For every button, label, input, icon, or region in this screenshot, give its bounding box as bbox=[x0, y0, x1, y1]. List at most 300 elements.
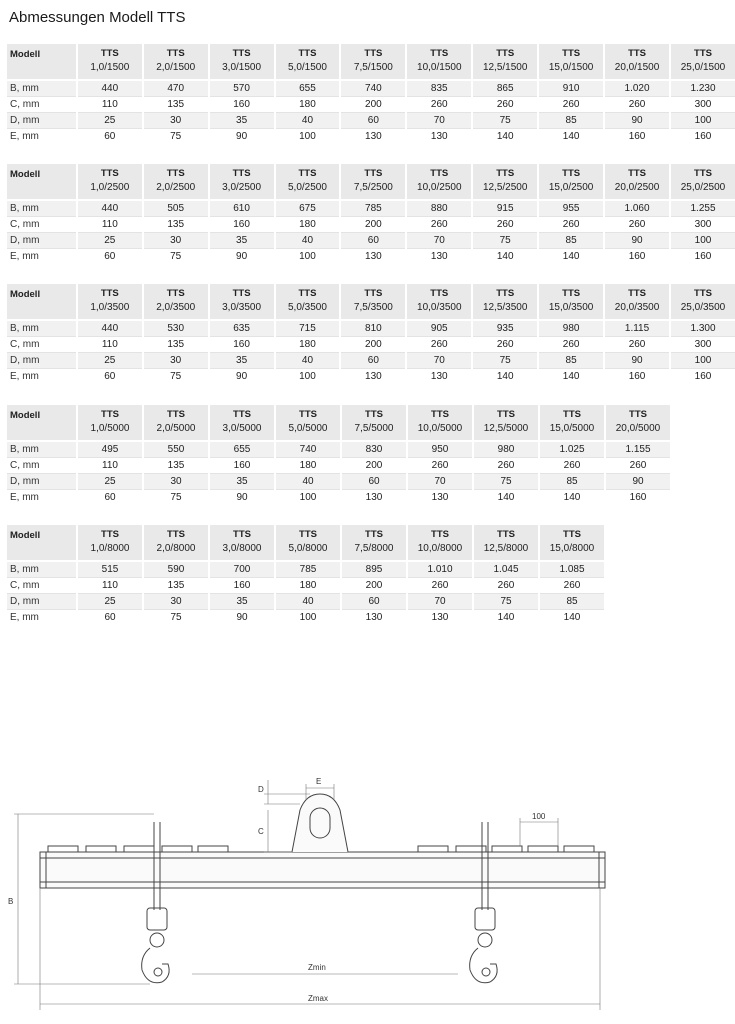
series-name: TTS bbox=[166, 288, 185, 299]
table-cell: 160 bbox=[604, 129, 670, 145]
table-cell: 100 bbox=[670, 353, 735, 369]
row-label: C, mm bbox=[7, 337, 77, 353]
table-cell: 140 bbox=[539, 490, 605, 506]
table-cell: 60 bbox=[77, 249, 143, 265]
right-hook-block bbox=[475, 908, 495, 930]
series-name: TTS bbox=[497, 409, 515, 420]
table-cell: 60 bbox=[77, 369, 143, 385]
table-row bbox=[7, 97, 735, 113]
table-cell: 40 bbox=[275, 353, 341, 369]
table-cell: 85 bbox=[538, 353, 604, 369]
row-label: C, mm bbox=[7, 578, 77, 594]
model-column-header bbox=[143, 284, 209, 320]
model-column-header bbox=[209, 164, 275, 200]
page-title: Abmessungen Modell TTS bbox=[9, 9, 186, 26]
model-code: 1,0/2500 bbox=[90, 182, 130, 193]
table-cell: 550 bbox=[143, 441, 209, 458]
table-row bbox=[7, 113, 735, 129]
table-cell: 180 bbox=[275, 337, 341, 353]
model-code: 5,0/8000 bbox=[288, 543, 328, 554]
series-name: TTS bbox=[562, 48, 581, 59]
model-column-header bbox=[143, 44, 209, 80]
table-cell: 160 bbox=[670, 129, 735, 145]
table-cell: 60 bbox=[340, 353, 406, 369]
table-cell: 495 bbox=[77, 441, 143, 458]
beam-slot bbox=[86, 846, 116, 852]
table-row bbox=[7, 353, 735, 369]
model-column-header bbox=[406, 284, 472, 320]
table-cell: 75 bbox=[472, 113, 538, 129]
series-name: TTS bbox=[167, 409, 185, 420]
table-cell: 440 bbox=[77, 80, 143, 97]
table-cell: 200 bbox=[340, 217, 406, 233]
table-cell: 905 bbox=[406, 320, 472, 337]
series-name: TTS bbox=[100, 48, 119, 59]
table-cell: 260 bbox=[604, 217, 670, 233]
model-column-header bbox=[341, 525, 407, 561]
table-cell: 180 bbox=[275, 458, 341, 474]
model-code: 10,0/3500 bbox=[417, 302, 462, 313]
table-cell: 130 bbox=[406, 249, 472, 265]
table-cell: 70 bbox=[407, 594, 473, 610]
table-cell: 25 bbox=[77, 113, 143, 129]
table-cell: 260 bbox=[605, 458, 670, 474]
dimension-table bbox=[7, 405, 670, 505]
table-cell: 90 bbox=[604, 353, 670, 369]
table-cell: 135 bbox=[143, 578, 209, 594]
model-column-header bbox=[209, 44, 275, 80]
model-code: 7,5/2500 bbox=[353, 182, 393, 193]
model-code: 12,5/1500 bbox=[482, 62, 528, 73]
beam-slot bbox=[198, 846, 228, 852]
beam-slot bbox=[528, 846, 558, 852]
table-cell: 60 bbox=[77, 610, 143, 626]
series-name: TTS bbox=[167, 529, 185, 540]
model-code: 20,0/3500 bbox=[614, 302, 660, 313]
model-column-header bbox=[538, 284, 604, 320]
model-code: 25,0/2500 bbox=[680, 182, 726, 193]
table-cell: 980 bbox=[538, 320, 604, 337]
table-cell: 100 bbox=[275, 249, 341, 265]
model-code: 12,5/5000 bbox=[483, 423, 529, 434]
table-cell: 260 bbox=[472, 337, 538, 353]
model-column-header bbox=[340, 284, 406, 320]
series-name: TTS bbox=[628, 168, 647, 179]
table-cell: 60 bbox=[340, 113, 406, 129]
table-row bbox=[7, 610, 604, 626]
table-cell: 25 bbox=[77, 233, 143, 249]
model-column-header bbox=[77, 164, 143, 200]
table-cell: 140 bbox=[538, 369, 604, 385]
table-cell: 130 bbox=[341, 490, 407, 506]
row-label: B, mm bbox=[7, 561, 77, 578]
table-cell: 75 bbox=[143, 249, 209, 265]
table-cell: 70 bbox=[406, 353, 472, 369]
series-name: TTS bbox=[562, 288, 581, 299]
table-cell: 75 bbox=[143, 490, 209, 506]
table-cell: 655 bbox=[275, 80, 341, 97]
table-cell: 895 bbox=[341, 561, 407, 578]
table-cell: 260 bbox=[539, 458, 605, 474]
model-column-header bbox=[604, 284, 670, 320]
series-name: TTS bbox=[233, 409, 251, 420]
series-name: TTS bbox=[298, 168, 317, 179]
model-column-header bbox=[275, 525, 341, 561]
model-code: 5,0/5000 bbox=[288, 423, 328, 434]
table-cell: 880 bbox=[406, 200, 472, 217]
table-row bbox=[7, 490, 670, 506]
table-cell: 60 bbox=[77, 129, 143, 145]
table-cell: 40 bbox=[275, 113, 341, 129]
model-code: 1,0/1500 bbox=[90, 62, 130, 73]
model-header: Modell bbox=[10, 169, 41, 180]
table-cell: 90 bbox=[604, 233, 670, 249]
beam-slot bbox=[124, 846, 154, 852]
table-cell: 35 bbox=[209, 113, 275, 129]
series-name: TTS bbox=[431, 529, 449, 540]
model-column-header bbox=[341, 405, 407, 441]
table-cell: 70 bbox=[406, 233, 472, 249]
table-cell: 160 bbox=[209, 97, 275, 113]
table-cell: 740 bbox=[340, 80, 406, 97]
table-cell: 75 bbox=[143, 610, 209, 626]
table-cell: 300 bbox=[670, 217, 735, 233]
beam-slot bbox=[162, 846, 192, 852]
model-column-header bbox=[209, 525, 275, 561]
table-cell: 140 bbox=[539, 610, 604, 626]
table-cell: 35 bbox=[209, 353, 275, 369]
model-code: 15,0/2500 bbox=[548, 182, 594, 193]
model-code: 20,0/2500 bbox=[614, 182, 660, 193]
table-cell: 90 bbox=[209, 490, 275, 506]
table-cell: 140 bbox=[472, 129, 538, 145]
table-cell: 200 bbox=[340, 97, 406, 113]
row-label: B, mm bbox=[7, 80, 77, 97]
right-hook bbox=[470, 948, 497, 983]
table-cell: 85 bbox=[539, 594, 604, 610]
model-code: 20,0/1500 bbox=[614, 62, 660, 73]
series-name: TTS bbox=[233, 529, 251, 540]
table-cell: 610 bbox=[209, 200, 275, 217]
row-label: D, mm bbox=[7, 233, 77, 249]
table-cell: 85 bbox=[539, 474, 605, 490]
model-code: 15,0/5000 bbox=[549, 423, 595, 434]
dim-zmin-label: Zmin bbox=[308, 963, 326, 972]
table-cell: 260 bbox=[472, 217, 538, 233]
table-cell: 25 bbox=[77, 594, 143, 610]
table-cell: 935 bbox=[472, 320, 538, 337]
row-label: B, mm bbox=[7, 441, 77, 458]
table-cell: 30 bbox=[143, 353, 209, 369]
table-cell: 130 bbox=[406, 369, 472, 385]
table-cell: 830 bbox=[341, 441, 407, 458]
table-cell: 470 bbox=[143, 80, 209, 97]
model-column-header bbox=[275, 44, 341, 80]
series-name: TTS bbox=[430, 288, 449, 299]
model-column-header bbox=[539, 405, 605, 441]
table-cell: 260 bbox=[538, 97, 604, 113]
model-code: 10,0/8000 bbox=[417, 543, 463, 554]
table-cell: 635 bbox=[209, 320, 275, 337]
table-cell: 140 bbox=[473, 610, 539, 626]
model-code: 15,0/3500 bbox=[548, 302, 594, 313]
model-column-header bbox=[77, 525, 143, 561]
model-column-header bbox=[77, 284, 143, 320]
model-column-header bbox=[406, 44, 472, 80]
model-column-header bbox=[275, 405, 341, 441]
table-cell: 40 bbox=[275, 594, 341, 610]
beam-slot bbox=[492, 846, 522, 852]
table-cell: 60 bbox=[340, 233, 406, 249]
dim-b-label: B bbox=[8, 897, 14, 906]
series-name: TTS bbox=[232, 48, 251, 59]
model-column-header bbox=[539, 525, 604, 561]
table-row bbox=[7, 337, 735, 353]
model-header: Modell bbox=[10, 410, 41, 421]
table-cell: 160 bbox=[209, 458, 275, 474]
series-name: TTS bbox=[628, 288, 647, 299]
table-cell: 300 bbox=[670, 337, 735, 353]
row-label: D, mm bbox=[7, 353, 77, 369]
table-cell: 180 bbox=[275, 97, 341, 113]
table-cell: 90 bbox=[209, 610, 275, 626]
table-cell: 200 bbox=[341, 458, 407, 474]
table-cell: 160 bbox=[209, 217, 275, 233]
dimension-table bbox=[7, 284, 735, 384]
row-label: D, mm bbox=[7, 594, 77, 610]
table-cell: 260 bbox=[538, 337, 604, 353]
table-cell: 30 bbox=[143, 233, 209, 249]
table-cell: 90 bbox=[604, 113, 670, 129]
table-cell: 590 bbox=[143, 561, 209, 578]
table-cell: 1.025 bbox=[539, 441, 605, 458]
row-label: B, mm bbox=[7, 200, 77, 217]
series-name: TTS bbox=[430, 48, 449, 59]
table-cell: 1.060 bbox=[604, 200, 670, 217]
table-cell: 260 bbox=[406, 217, 472, 233]
table-cell: 85 bbox=[538, 233, 604, 249]
table-cell: 135 bbox=[143, 337, 209, 353]
model-code: 10,0/5000 bbox=[417, 423, 463, 434]
series-name: TTS bbox=[628, 48, 647, 59]
table-cell: 200 bbox=[340, 337, 406, 353]
series-name: TTS bbox=[365, 409, 383, 420]
row-label: B, mm bbox=[7, 320, 77, 337]
series-name: TTS bbox=[496, 288, 515, 299]
series-name: TTS bbox=[232, 288, 251, 299]
model-code: 20,0/5000 bbox=[615, 423, 661, 434]
model-code: 2,0/1500 bbox=[156, 62, 196, 73]
series-name: TTS bbox=[496, 168, 515, 179]
row-label: C, mm bbox=[7, 217, 77, 233]
model-code: 3,0/3500 bbox=[222, 302, 262, 313]
series-name: TTS bbox=[101, 409, 119, 420]
table-cell: 60 bbox=[77, 490, 143, 506]
row-label: D, mm bbox=[7, 474, 77, 490]
table-cell: 70 bbox=[407, 474, 473, 490]
table-cell: 25 bbox=[77, 353, 143, 369]
table-cell: 140 bbox=[472, 249, 538, 265]
model-code: 10,0/2500 bbox=[417, 182, 462, 193]
model-column-header bbox=[670, 164, 735, 200]
table-cell: 1.085 bbox=[539, 561, 604, 578]
beam-slot bbox=[564, 846, 594, 852]
model-column-header bbox=[473, 405, 539, 441]
model-code: 15,0/8000 bbox=[549, 543, 595, 554]
table-cell: 35 bbox=[209, 474, 275, 490]
table-cell: 130 bbox=[340, 249, 406, 265]
model-column-header bbox=[605, 405, 670, 441]
model-code: 7,5/1500 bbox=[353, 62, 393, 73]
table-cell: 785 bbox=[340, 200, 406, 217]
row-label: E, mm bbox=[7, 490, 77, 506]
row-label: E, mm bbox=[7, 249, 77, 265]
table-cell: 90 bbox=[209, 249, 275, 265]
model-column-header bbox=[407, 405, 473, 441]
table-cell: 110 bbox=[77, 458, 143, 474]
table-cell: 100 bbox=[670, 233, 735, 249]
series-name: TTS bbox=[166, 168, 185, 179]
table-cell: 715 bbox=[275, 320, 341, 337]
table-cell: 835 bbox=[406, 80, 472, 97]
table-cell: 260 bbox=[406, 97, 472, 113]
table-cell: 200 bbox=[341, 578, 407, 594]
model-code: 1,0/3500 bbox=[90, 302, 130, 313]
table-cell: 505 bbox=[143, 200, 209, 217]
table-cell: 75 bbox=[473, 474, 539, 490]
series-name: TTS bbox=[166, 48, 185, 59]
series-name: TTS bbox=[100, 288, 119, 299]
series-name: TTS bbox=[563, 529, 581, 540]
model-column-header bbox=[340, 44, 406, 80]
table-cell: 60 bbox=[341, 474, 407, 490]
table-cell: 40 bbox=[275, 233, 341, 249]
model-column-header bbox=[275, 164, 341, 200]
series-name: TTS bbox=[101, 529, 119, 540]
table-cell: 90 bbox=[209, 129, 275, 145]
table-cell: 700 bbox=[209, 561, 275, 578]
row-label: E, mm bbox=[7, 129, 77, 145]
table-cell: 140 bbox=[473, 490, 539, 506]
series-name: TTS bbox=[497, 529, 515, 540]
table-cell: 110 bbox=[77, 217, 143, 233]
table-cell: 100 bbox=[275, 369, 341, 385]
model-code: 7,5/5000 bbox=[354, 423, 394, 434]
series-name: TTS bbox=[694, 168, 712, 179]
series-name: TTS bbox=[629, 409, 647, 420]
table-cell: 130 bbox=[407, 610, 473, 626]
model-column-header bbox=[143, 525, 209, 561]
model-column-header bbox=[473, 525, 539, 561]
model-column-header bbox=[407, 525, 473, 561]
model-column-header bbox=[77, 44, 143, 80]
table-cell: 135 bbox=[143, 217, 209, 233]
table-cell: 85 bbox=[538, 113, 604, 129]
table-cell: 160 bbox=[604, 369, 670, 385]
table-cell: 135 bbox=[143, 97, 209, 113]
top-lifting-lug bbox=[292, 794, 348, 852]
table-cell: 75 bbox=[143, 369, 209, 385]
table-cell: 1.300 bbox=[670, 320, 735, 337]
model-column-header bbox=[209, 405, 275, 441]
table-cell: 955 bbox=[538, 200, 604, 217]
table-cell: 160 bbox=[209, 578, 275, 594]
table-cell: 130 bbox=[406, 129, 472, 145]
model-code: 12,5/8000 bbox=[483, 543, 529, 554]
table-row bbox=[7, 320, 735, 337]
table-cell: 110 bbox=[77, 97, 143, 113]
model-code: 10,0/1500 bbox=[417, 62, 462, 73]
table-cell: 440 bbox=[77, 320, 143, 337]
model-code: 5,0/3500 bbox=[288, 302, 327, 313]
beam-slot bbox=[48, 846, 78, 852]
table-cell: 35 bbox=[209, 594, 275, 610]
series-name: TTS bbox=[299, 409, 317, 420]
row-label: E, mm bbox=[7, 369, 77, 385]
series-name: TTS bbox=[694, 48, 712, 59]
model-header: Modell bbox=[10, 530, 41, 541]
right-hook-swivel bbox=[478, 933, 492, 947]
dimension-table bbox=[7, 44, 735, 144]
left-hook-swivel bbox=[150, 933, 164, 947]
model-column-header bbox=[275, 284, 341, 320]
model-column-header bbox=[472, 44, 538, 80]
table-cell: 1.115 bbox=[604, 320, 670, 337]
model-code: 25,0/1500 bbox=[680, 62, 726, 73]
model-code: 3,0/2500 bbox=[222, 182, 262, 193]
table-cell: 980 bbox=[473, 441, 539, 458]
table-cell: 30 bbox=[143, 113, 209, 129]
table-row bbox=[7, 249, 735, 265]
table-cell: 865 bbox=[472, 80, 538, 97]
table-cell: 140 bbox=[538, 249, 604, 265]
series-name: TTS bbox=[364, 168, 383, 179]
dimension-table bbox=[7, 164, 735, 264]
table-cell: 260 bbox=[473, 458, 539, 474]
table-cell: 260 bbox=[539, 578, 604, 594]
model-code: 12,5/2500 bbox=[482, 182, 528, 193]
table-cell: 160 bbox=[670, 369, 735, 385]
table-row bbox=[7, 594, 604, 610]
table-cell: 100 bbox=[670, 113, 735, 129]
model-column-header bbox=[604, 44, 670, 80]
table-cell: 135 bbox=[143, 458, 209, 474]
dimension-table bbox=[7, 525, 604, 625]
table-cell: 75 bbox=[472, 353, 538, 369]
dim-100-label: 100 bbox=[532, 812, 546, 821]
spreader-beam-drawing bbox=[0, 760, 735, 1024]
model-column-header bbox=[143, 164, 209, 200]
model-code: 7,5/3500 bbox=[353, 302, 393, 313]
model-code: 3,0/5000 bbox=[222, 423, 262, 434]
table-cell: 950 bbox=[407, 441, 473, 458]
series-name: TTS bbox=[364, 48, 383, 59]
model-column-header bbox=[538, 164, 604, 200]
model-column-header bbox=[604, 164, 670, 200]
table-cell: 655 bbox=[209, 441, 275, 458]
model-code: 2,0/5000 bbox=[156, 423, 196, 434]
series-name: TTS bbox=[496, 48, 515, 59]
row-label: C, mm bbox=[7, 97, 77, 113]
series-name: TTS bbox=[365, 529, 383, 540]
model-column-header bbox=[472, 164, 538, 200]
table-cell: 740 bbox=[275, 441, 341, 458]
model-column-header bbox=[670, 284, 735, 320]
table-row bbox=[7, 369, 735, 385]
table-cell: 130 bbox=[407, 490, 473, 506]
table-cell: 260 bbox=[407, 578, 473, 594]
table-cell: 110 bbox=[77, 337, 143, 353]
